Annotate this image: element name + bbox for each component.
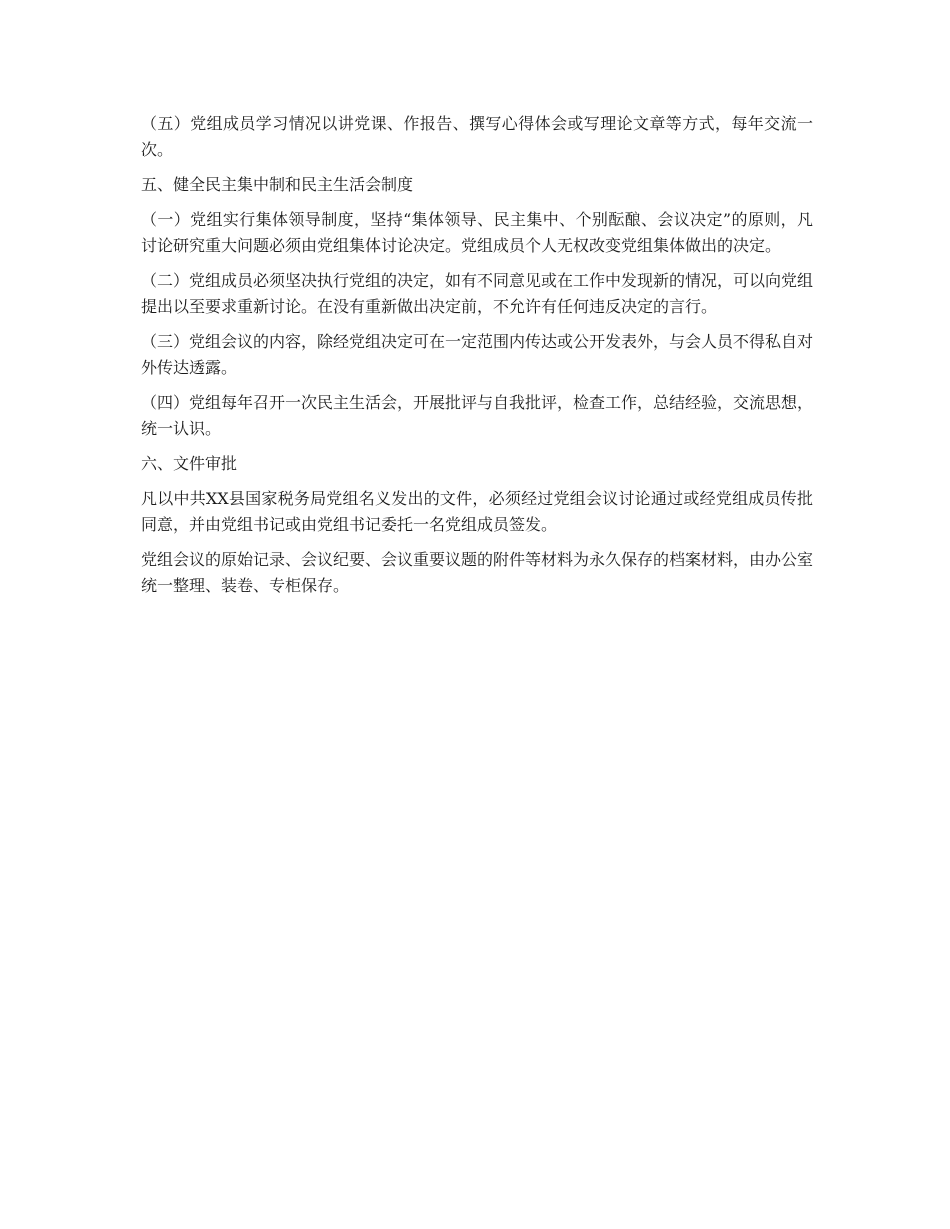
document-body xyxy=(141,111,813,608)
paragraph-study-exchange: （五）党组成员学习情况以讲党课、作报告、撰写心得体会或写理论文章等方式，每年交流一次。 xyxy=(141,114,813,159)
section-heading-document-approval: 六、文件审批 xyxy=(141,454,238,473)
paragraph-archive-storage: 党组会议的原始记录、会议纪要、会议重要议题的附件等材料为永久保存的档案材料，由办公室统一整理、装卷、专柜保存。 xyxy=(141,550,814,595)
paragraph-collective-leadership: （一）党组实行集体领导制度，坚持“集体领导、民主集中、个别酝酿、会议决定”的原则，凡讨论研究重大问题必须由党组集体讨论决定。党组成员个人无权改变党组集体做出的决定。 xyxy=(141,210,813,255)
section-heading-democratic-centralism: 五、健全民主集中制和民主生活会制度 xyxy=(141,175,414,194)
paragraph-execute-decisions: （二）党组成员必须坚决执行党组的决定，如有不同意见或在工作中发现新的情况，可以向党组提出以至要求重新讨论。在没有重新做出决定前，不允许有任何违反决定的言行。 xyxy=(141,271,814,316)
paragraph-democratic-life-meeting: （四）党组每年召开一次民主生活会，开展批评与自我批评，检查工作，总结经验，交流思想，统一认识。 xyxy=(141,393,814,438)
paragraph-document-issuance: 凡以中共XX县国家税务局党组名义发出的文件，必须经过党组会议讨论通过或经党组成员传批同意，并由党组书记或由党组书记委托一名党组成员签发。 xyxy=(141,489,813,534)
paragraph-meeting-confidentiality: （三）党组会议的内容，除经党组决定可在一定范围内传达或公开发表外，与会人员不得私自对外传达透露。 xyxy=(141,332,814,377)
